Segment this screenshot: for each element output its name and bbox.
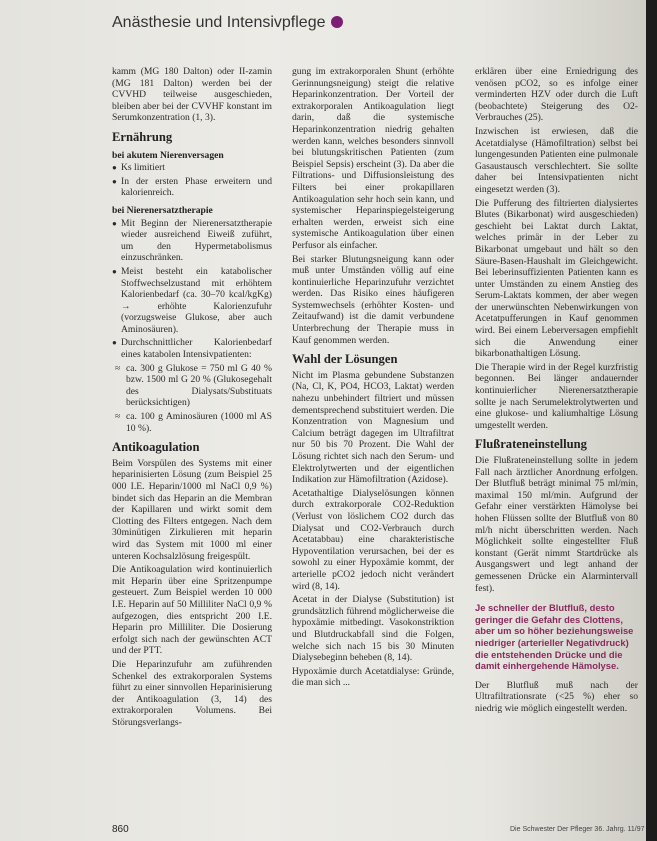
paragraph: kamm (MG 180 Dalton) oder II-zamin (MG 181 Dalton) werden bei der CVVHD teilweise ausgeschieden, bleiben aber bei der CVVHF konstant im Serumkonzentration (1, 3). <box>112 66 272 124</box>
approx-symbol: ≈ <box>115 411 121 423</box>
subheading-nierenersatztherapie: bei Nierenersatztherapie <box>112 204 213 216</box>
indented-item <box>112 363 272 409</box>
paragraph: Acetat in der Dialyse (Substitution) ist grundsätzlich führend möglicherweise die hypoxämie mitbedingt. Vasokonstriktion und Blutdruckabfall sind die Folgen, welche sich nach 15 bis 30 Minuten Dialysebeginn beheben (8, 14). <box>292 594 454 664</box>
indented-item <box>112 411 272 434</box>
paragraph: Beim Vorspülen des Systems mit einer heparinisierten Lösung (zum Beispiel 25 000 I.E. Heparin/1000 ml NaCl 0,9 %) bindet sich das Heparin an die Membran der Kapillaren und wirkt somit dem Clotting des Filters entgegen. Nach dem 30minütigen Zirkulieren mit heparin wird das System mit 1000 ml einer unteren Kochsalzlösung freigespült. <box>112 457 272 562</box>
indented-item-text: ca. 100 g Aminosäuren (1000 ml AS 10 %). <box>126 411 272 434</box>
bullet-item: ● Meist besteht ein katabolischer Stoffwechselzustand mit erhöhtem Kalorienbedarf (ca. 30–70 kcal/kgKg) → erhöhte Kalorienzufuhr (vorzugsweise Glukose, aber auch Aminosäuren). <box>112 266 272 336</box>
paragraph: Inzwischen ist erwiesen, daß die Acetatdialyse (Hämofiltration) selbst bei lungengesunden Patienten eine pulmonale Gasaustausch verschlechtert. Sie sollte daher bei Intensivpatienten nicht eingesetzt werden (3). <box>475 125 638 195</box>
indented-item-text: ca. 300 g Glukose = 750 ml G 40 % bzw. 1500 ml G 20 % (Glukosegehalt des Dialysats/Substituats berücksichtigen) <box>126 362 272 409</box>
bullet-item: ● Mit Beginn der Nierenersatztherapie wieder ausreichend Eiweiß zuführt, um den Hypermetabolismus einzuschränken. <box>112 218 272 264</box>
paragraph: Acetathaltige Dialyselösungen können durch extrakorporale CO2-Reduktion (Verlust von löslichem CO2 durch das Dialysat und CO2-Verbrauch durch Acetatabbau) eine charakteristische Hypoventilation verursachen, bei der es sowohl zu einer Hypoxämie kommt, der arterielle pCO2 jedoch nicht verändert wird (8, 14). <box>292 487 454 592</box>
text-column-1 <box>112 66 272 730</box>
page-header <box>112 14 343 32</box>
heading-wahl-der-loesungen: Wahl der Lösungen <box>292 352 398 367</box>
paragraph: Hypoxämie durch Acetatdialyse: Gründe, die man sich ... <box>292 665 454 689</box>
paragraph: erklären über eine Erniedrigung des venösen pCO2, so es infolge einer verminderten HZV oder durch die Luft (beobachtete) Steigerung des O2-Verbrauches (25). <box>475 66 638 124</box>
subheading-nierenversagen: bei akutem Nierenversagen <box>112 149 224 161</box>
heading-flussrateneinstellung: Flußrateneinstellung <box>475 437 587 452</box>
page-number: 860 <box>112 824 129 835</box>
paragraph: gung im extrakorporalen Shunt (erhöhte Gerinnungsneigung) steigt die relative Heparinkonzentration. Der Vorteil der extrakorporalen Antikoagulation liegt darin, daß die systemische Heparinkonzentration niedrig gehalten werden kann, welches besonders sinnvoll bei blutungskritischen Patienten (zum Beispiel Sepsis) erscheint (3). Da aber die Filtrations- und Diffusionsleistung des Filters bei einer prokapillaren Antikoagulation sehr hoch sein kann, und systemischer Heparinspiegelsteigerung erhalten werden, erweist sich eine systemische Antikoagulation über einen Perfusor als einfacher. <box>292 66 454 251</box>
section-title: Anästhesie und Intensivpflege <box>112 14 326 31</box>
paragraph: Nicht im Plasma gebundene Substanzen (Na, Cl, K, PO4, HCO3, Laktat) werden nahezu unbehindert filtriert und müssen dementsprechend substituiert werden. Die Konzentration von Magnesium und Calcium beträgt dagegen im Ultrafiltrat nur 50 bis 70 Prozent. Die Wahl der Lösung richtet sich nach den Serum- und Elektrolytwerten und der eigentlichen Indikation zur Hämofiltration (Azidose). <box>292 369 454 486</box>
paragraph: Die Heparinzufuhr am zuführenden Schenkel des extrakorporalen Systems führt zu einer sinnvollen Heparinisierung der Antikoagulation (3, 14) des extrakorporalen Volumens. Bei Störungsverlangs- <box>112 658 272 728</box>
heading-ernaehrung: Ernährung <box>112 129 173 144</box>
paragraph: Die Antikoagulation wird kontinuierlich mit Heparin über eine Spritzenpumpe gesteuert. Zum Beispiel werden 10 000 I.E. Heparin auf 50 Milliliter NaCl 0,9 % aufgezogen, dies entspricht 200 I.E. Heparin pro Milliliter. Die Dosierung erfolgt sich nach der gewünschten ACT und der PTT. <box>112 564 272 657</box>
text-column-3 <box>475 66 638 716</box>
running-footer: Die Schwester Der Pfleger 36. Jahrg. 11/97 <box>510 826 645 833</box>
approx-symbol: ≈ <box>115 362 121 374</box>
paragraph: Der Blutfluß muß nach der Ultrafiltrationsrate (<25 %) eher so niedrig wie möglich eingestellt werden. <box>475 679 638 714</box>
bullet-item: ● In der ersten Phase erweitern und kalorienreich. <box>112 176 272 199</box>
section-marker-dot <box>331 16 343 28</box>
paragraph: Bei starker Blutungsneigung kann oder muß unter Umständen völlig auf eine kontinuierliche Heparinzufuhr verzichtet werden. Das Risiko eines häufigeren Systemwechsels (erhöhter Kosten- und Zeitaufwand) ist die damit verbundene Unterbrechung der Therapie muss in Kauf genommen werden. <box>292 253 454 346</box>
paragraph: Die Flußrateneinstellung sollte in jedem Fall nach ärztlicher Anordnung erfolgen. Der Blutfluß beträgt minimal 75 ml/min, maximal 150 ml/min. Aufgrund der Gefahr einer verstärkten Hämolyse bei hohen Flüssen sollte der Blutfluß von 80 ml/h nicht überschritten werden. Nach Möglichkeit sollte eingestellter Fluß konstant (Gerät nimmt Startdrücke als Ausgangswert und legt anhand der gemessenen Drücke ein Alarmintervall fest). <box>475 455 638 594</box>
highlight-callout: Je schneller der Blutfluß, desto geringer die Gefahr des Clottens, aber um so höher beziehungsweise niedriger (arterieller Negativdruck) die entstehenden Drücke und die damit einhergehende Hämolyse. <box>475 602 634 672</box>
heading-antikoagulation: Antikoagulation <box>112 440 200 455</box>
bullet-item: ● Durchschnittlicher Kalorienbedarf eines katabolen Intensivpatienten: <box>112 337 272 360</box>
text-column-2 <box>292 66 454 691</box>
paragraph: Die Therapie wird in der Regel kurzfristig begonnen. Bei länger andauernder kontinuierlicher Nierenersatztherapie sollte je nach Serumelektrolytwerten und eine glukose- und kaliumhaltige Lösung umgestellt werden. <box>475 361 638 431</box>
bullet-item: ● Ks limitiert <box>112 162 272 174</box>
paragraph: Die Pufferung des filtrierten dialysiertes Blutes (Bikarbonat) wird ausgeschieden) geschieht bei Laktat durch Laktat, welches primär in der Leber zu Bikarbonat umgebaut und hält so den Säure-Basen-Haushalt im Gleichgewicht. Bei leberinsuffizienten Patienten kann es unter Umständen zu einem Anstieg des Serum-Laktats kommen, der aber wegen der unerwünschten Nebenwirkungen von Acetatpufferungen in Kauf genommen wird. Bei einem Leberversagen empfiehlt sich die Anwendung einer bikarbonathaltigen Lösung. <box>475 197 638 360</box>
